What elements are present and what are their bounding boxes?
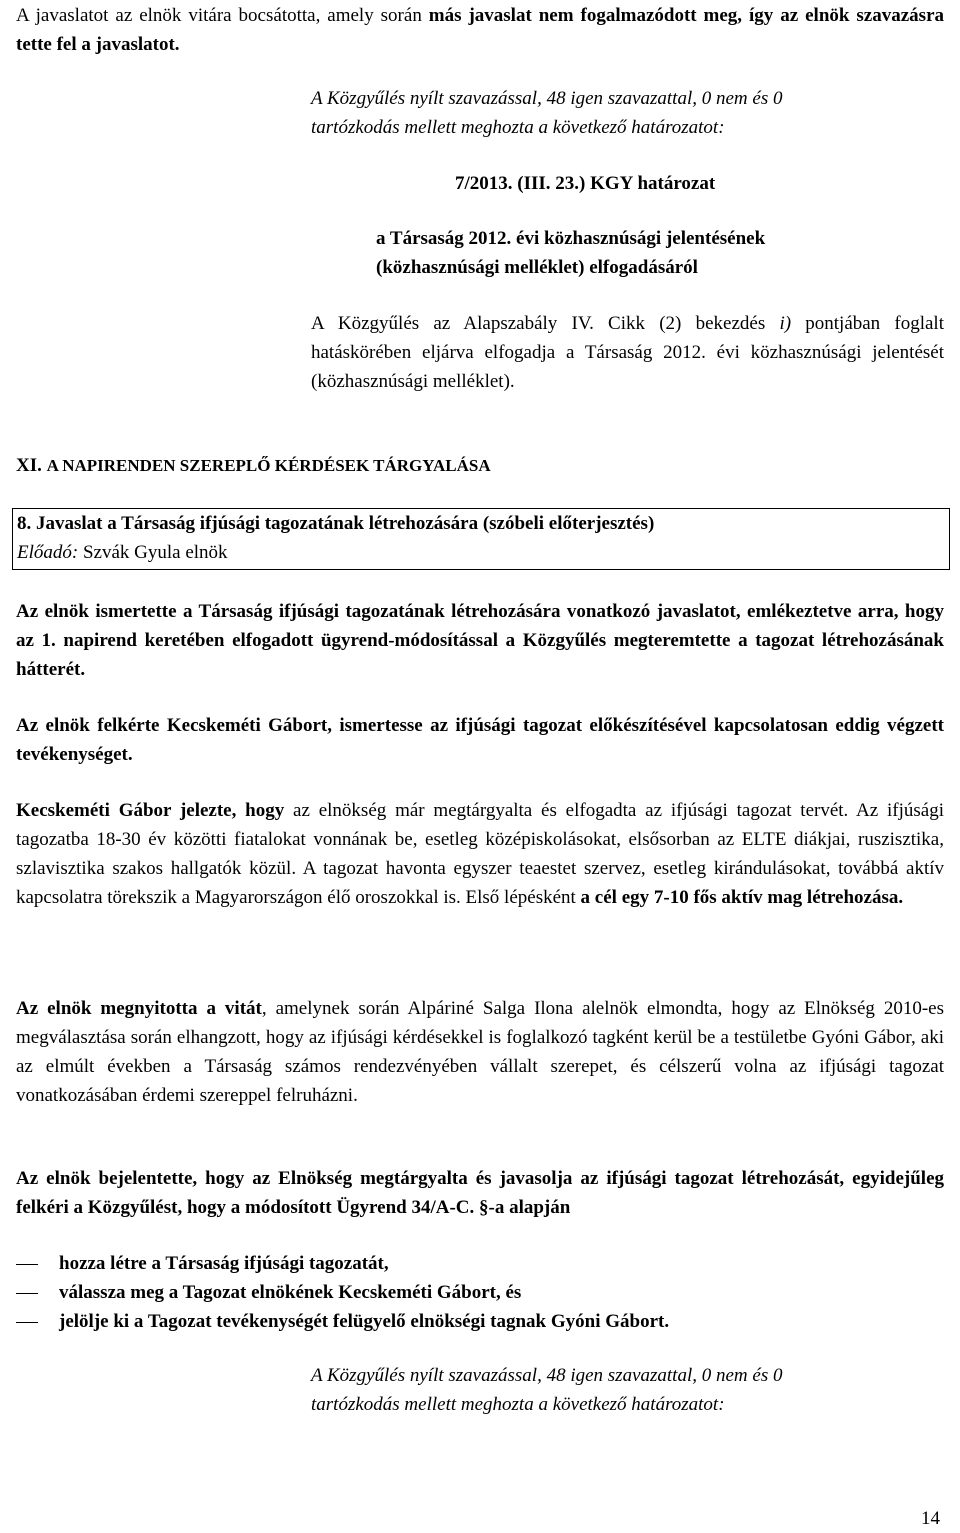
section-heading: [16, 451, 491, 480]
paragraph-3-bold-end: a cél egy 7-10 fős aktív mag létrehozása.: [580, 887, 904, 908]
paragraph-3: [16, 796, 944, 912]
paragraph-5: Az elnök bejelentette, hogy az Elnökség megtárgyalta és javasolja az ifjúsági tagozat létrehozását, egyidejűleg felkéri a Közgyűlést, hogy a módosított Ügyrend 34/A-C. §-a alapján: [16, 1168, 944, 1218]
resolution-body-text: pontjában foglalt hatáskörében eljárva elfogadja a Társaság 2012. évi közhasznúsági jelentését (közhasznúsági melléklet).: [311, 313, 944, 392]
vote-line: A Közgyűlés nyílt szavazással, 48 igen szavazattal, 0 nem és 0: [311, 88, 783, 109]
paragraph-3-bold: Kecskeméti Gábor jelezte, hogy: [16, 800, 285, 821]
presenter-name: Szvák Gyula elnök: [78, 542, 228, 563]
resolution-number: 7/2013. (III. 23.) KGY határozat: [455, 173, 716, 194]
vote-line: tartózkodás mellett meghozta a következő határozatot:: [311, 1394, 725, 1415]
resolution-title: [376, 224, 944, 282]
list-item: jelölje ki a Tagozat tevékenységét felügyelő elnökségi tagnak Gyóni Gábort.: [16, 1307, 944, 1336]
list-item: válassza meg a Tagozat elnökének Kecskeméti Gábort, és: [16, 1278, 944, 1307]
resolution-title-line: (közhasznúsági melléklet) elfogadásáról: [376, 257, 698, 278]
intro-paragraph: [16, 1, 944, 59]
list-item: hozza létre a Társaság ifjúsági tagozatát,: [16, 1249, 944, 1278]
resolution-body-text: A Közgyűlés az Alapszabály IV. Cikk (2) bekezdés: [311, 313, 780, 334]
intro-bold-text: más javaslat nem fogalmazódott meg, így az elnök szavazásra tette fel a javaslatot.: [16, 5, 945, 55]
intro-text: A javaslatot az elnök vitára bocsátotta, amely során: [16, 5, 429, 26]
paragraph-4-bold: Az elnök megnyitotta a vitát: [16, 998, 262, 1019]
vote-line: tartózkodás mellett meghozta a következő határozatot:: [311, 117, 725, 138]
paragraph-1: Az elnök ismertette a Társaság ifjúsági tagozatának létrehozására vonatkozó javaslatot, emlékeztetve arra, hogy az 1. napirend keretében elfogadott ügyrend-módosítással a Közgyűlés megteremtette a tagozat létrehozásának hátterét.: [16, 601, 944, 680]
vote-statement-2: [311, 1361, 944, 1419]
paragraph-3-text: az elnökség már megtárgyalta és elfogadta az ifjúsági tagozat tervét. Az ifjúsági tagozatba 18-30 év közötti fiatalokat vonnának be, esetleg középiskolásokat, elsősorban az ELTE diákjai, ruszisztika, szlavisztika szakos hallgatók közül. A tagozat havonta egyszer teaestet szervez, esetleg kirándulásokat, továbbá aktív kapcsolatra törekszik a Magyarországon élő oroszokkal is. Első lépésként: [16, 800, 944, 908]
vote-line: A Közgyűlés nyílt szavazással, 48 igen szavazattal, 0 nem és 0: [311, 1365, 783, 1386]
agenda-presenter: [17, 538, 945, 567]
resolution-body: [311, 309, 944, 396]
proposal-list: [16, 1249, 944, 1336]
vote-statement-1: [311, 84, 944, 142]
presenter-label: Előadó:: [17, 542, 79, 563]
resolution-title-line: a Társaság 2012. évi közhasznúsági jelentésének: [376, 228, 766, 249]
agenda-item-title: 8. Javaslat a Társaság ifjúsági tagozatának létrehozására (szóbeli előterjesztés): [17, 513, 655, 534]
paragraph-4: [16, 994, 944, 1110]
paragraph-2: Az elnök felkérte Kecskeméti Gábort, ismertesse az ifjúsági tagozat előkészítésével kapcsolatosan eddig végzett tevékenységet.: [16, 715, 944, 765]
page-number: 14: [921, 1508, 940, 1529]
section-number: XI.: [16, 455, 47, 476]
section-title: A NAPIRENDEN SZEREPLŐ KÉRDÉSEK TÁRGYALÁSA: [46, 456, 491, 475]
paragraph-4-text: , amelynek során Alpáriné Salga Ilona alelnök elmondta, hogy az Elnökség 2010-es megválasztása során elhangzott, hogy az ifjúsági kérdésekkel is foglalkozó tagként kerül be a testületbe Gyóni Gábor, aki az elmúlt években a Társaság számos rendezvényében vállalt szerepet, és célszerű volna az ifjúsági tagozat vonatkozásában érdemi szereppel felruházni.: [16, 998, 944, 1106]
resolution-body-italic: i): [779, 313, 792, 334]
agenda-item-box: [12, 508, 950, 570]
